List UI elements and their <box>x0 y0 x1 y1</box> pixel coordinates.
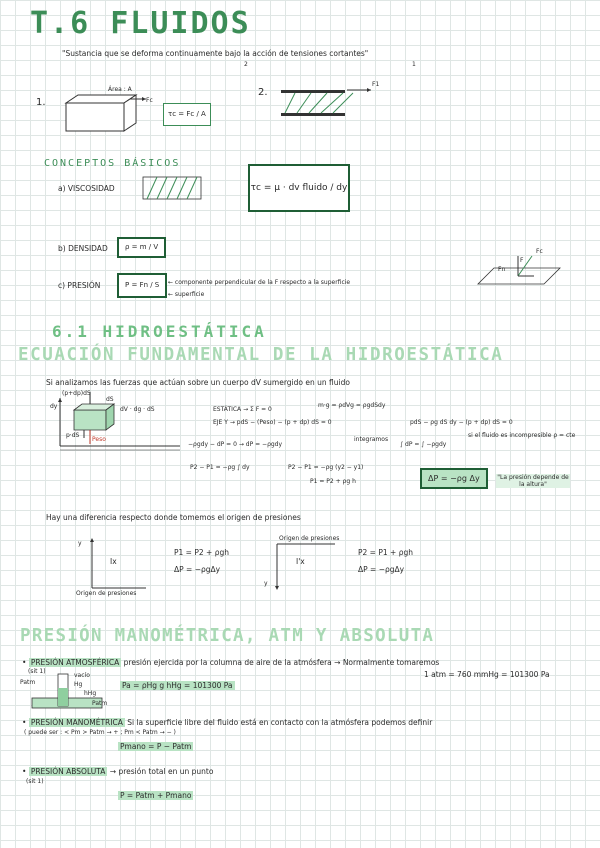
tau-formula-box: τc = Fc / A <box>163 103 211 126</box>
eq-note-fluido: si el fluido es incompresible ρ = cte <box>468 432 576 439</box>
cube-label-top: (p+dp)dS <box>62 390 91 397</box>
mano-bullet: • PRESIÓN MANOMÉTRICA Si la superficie libre del fluido está en contacto con la atmósfera podemos definir <box>22 718 433 727</box>
atm-sub: (sit 1) <box>28 668 46 675</box>
presion-fig-fc: Fc <box>536 248 543 255</box>
cube-label-dv: dV · dg · dS <box>120 406 155 413</box>
eq-m: m·g = ρdVg = ρgdSdy <box>318 402 386 409</box>
graph2-eq1: P2 = P1 + ρgh <box>358 548 413 557</box>
presion-note-1: ← componente perpendicular de la F respecto a la superficie <box>168 279 351 286</box>
graph2-axis-label: y <box>264 580 268 587</box>
viscosidad-label: a) VISCOSIDAD <box>58 184 115 193</box>
abs-sub: (sit 1) <box>26 778 44 785</box>
fig1-area-label: Área : A <box>108 86 132 93</box>
viscosidad-hatch-icon <box>143 177 203 201</box>
abs-bullet: • PRESIÓN ABSOLUTA → presión total en un punto <box>22 767 214 776</box>
presion-formula-box: P = Fn / S <box>117 273 167 298</box>
graph1-origin-label: Origen de presiones <box>76 590 137 597</box>
atm-fig-vacio: vacío <box>74 672 90 679</box>
viscosidad-formula-box: τc = μ · dv fluido / dy <box>248 164 350 212</box>
presion-fig-fn: Fn <box>498 266 506 273</box>
result-note: "La presión depende de la altura" <box>497 474 569 488</box>
abs-label: PRESIÓN ABSOLUTA <box>30 767 106 776</box>
densidad-formula-box: ρ = m / V <box>117 237 166 258</box>
atm-bullet: • PRESIÓN ATMOSFÉRICA presión ejercida por la columna de aire de la atmósfera → Normalmente tomaremos <box>22 658 440 667</box>
ecuacion-heading: ECUACIÓN FUNDAMENTAL DE LA HIDROESTÁTICA <box>18 345 504 365</box>
densidad-label: b) DENSIDAD <box>58 244 108 253</box>
mano-text: Si la superficie libre del fluido está en contacto con la atmósfera podemos definir <box>127 718 433 727</box>
mano-sub: ( puede ser : < Pm > Patm → + ; Pm < Patm → − ) <box>24 729 176 736</box>
eq-line3: P2 − P1 = −ρg ∫ dy <box>190 464 250 471</box>
cube-label-peso: Peso <box>92 436 106 443</box>
definition-text: "Sustancia que se deforma continuamente bajo la acción de tensiones cortantes" <box>62 49 369 58</box>
graph1-axis-label: y <box>78 540 82 547</box>
atm-formula: Pa = ρHg g hHg = 101300 Pa <box>122 681 233 690</box>
diferencia-text: Hay una diferencia respecto donde tomemos el origen de presiones <box>46 513 301 522</box>
abs-formula: P = Patm + Pmano <box>120 791 192 800</box>
graph2-axes <box>275 542 345 592</box>
atm-value: 1 atm = 760 mmHg = 101300 Pa <box>424 670 550 679</box>
graph2-eq2: ΔP = −ρgΔy <box>358 565 405 574</box>
si-text: Si analizamos las fuerzas que actúan sobre un cuerpo dV sumergido en un fluido <box>46 378 350 387</box>
eq-line4b: P1 = P2 + ρg h <box>310 478 356 485</box>
graph2-point-label: I'x <box>296 557 305 566</box>
presion-label: c) PRESIÓN <box>58 281 101 290</box>
atm-fig-hhg: hHg <box>84 690 97 697</box>
mano-label: PRESIÓN MANOMÉTRICA <box>30 718 123 727</box>
eq-line4a: P2 − P1 = −ρg (y2 − y1) <box>288 464 364 471</box>
graph1-eq1: P1 = P2 + ρgh <box>174 548 229 557</box>
fig1-block-diagram <box>60 85 150 135</box>
page-title: T.6 FLUIDOS <box>30 6 251 41</box>
section-hidroestatica: 6.1 HIDROESTÁTICA <box>52 322 267 341</box>
fig2-shear-diagram <box>275 82 385 122</box>
fig1-force-label: Fc <box>146 97 153 104</box>
fig1-label: 1. <box>36 97 46 108</box>
graph2-origin-label: Origen de presiones <box>279 535 340 542</box>
presion-fig-f: F <box>520 257 524 264</box>
atm-label: PRESIÓN ATMOSFÉRICA <box>30 658 120 667</box>
cube-label-pds: p·dS <box>66 432 80 439</box>
atm-fig-patm-left: Patm <box>20 679 36 686</box>
cube-label-ds: dS <box>106 396 114 403</box>
cube-label-dy: dy <box>50 403 58 410</box>
eq-line2: −ρgdy − dP = 0 → dP = −ρgdy <box>188 441 283 448</box>
manometrica-heading: PRESIÓN MANOMÉTRICA, ATM Y ABSOLUTA <box>20 626 435 646</box>
eq-expanded: pdS − ρg dS dy − (p + dp) dS = 0 <box>410 419 513 426</box>
graph1-point-label: Ix <box>110 557 117 566</box>
abs-text: → presión total en un punto <box>109 767 214 776</box>
atm-fig-patm-right: Patm <box>92 700 108 707</box>
eq-integramos: integramos <box>354 436 389 443</box>
definition-mark-2: 2 <box>244 61 248 68</box>
atm-fig-hg: Hg <box>74 681 83 688</box>
eq-estatica: ESTÁTICA → Σ F = 0 <box>213 406 272 413</box>
definition-mark-1: 1 <box>412 61 416 68</box>
eq-integral: ∫ dP = ∫ −ρgdy <box>400 441 447 448</box>
fig2-force-label: F1 <box>372 81 380 88</box>
graph1-eq2: ΔP = −ρgΔy <box>174 565 221 574</box>
eq-eje: EJE Y → pdS − (Peso) − (p + dp) dS = 0 <box>213 419 332 426</box>
presion-note-2: ← superficie <box>168 291 205 298</box>
graph1-axes <box>90 538 150 592</box>
result-formula-box: ΔP = −ρg Δy <box>420 468 488 489</box>
mano-formula: Pmano = P − Patm <box>120 742 192 751</box>
conceptos-heading: CONCEPTOS BÁSICOS <box>44 158 181 169</box>
presion-force-diagram <box>474 250 564 290</box>
fig2-label: 2. <box>258 87 268 98</box>
cube-force-diagram <box>50 390 190 460</box>
atm-text: presión ejercida por la columna de aire de la atmósfera → Normalmente tomaremos <box>123 658 440 667</box>
